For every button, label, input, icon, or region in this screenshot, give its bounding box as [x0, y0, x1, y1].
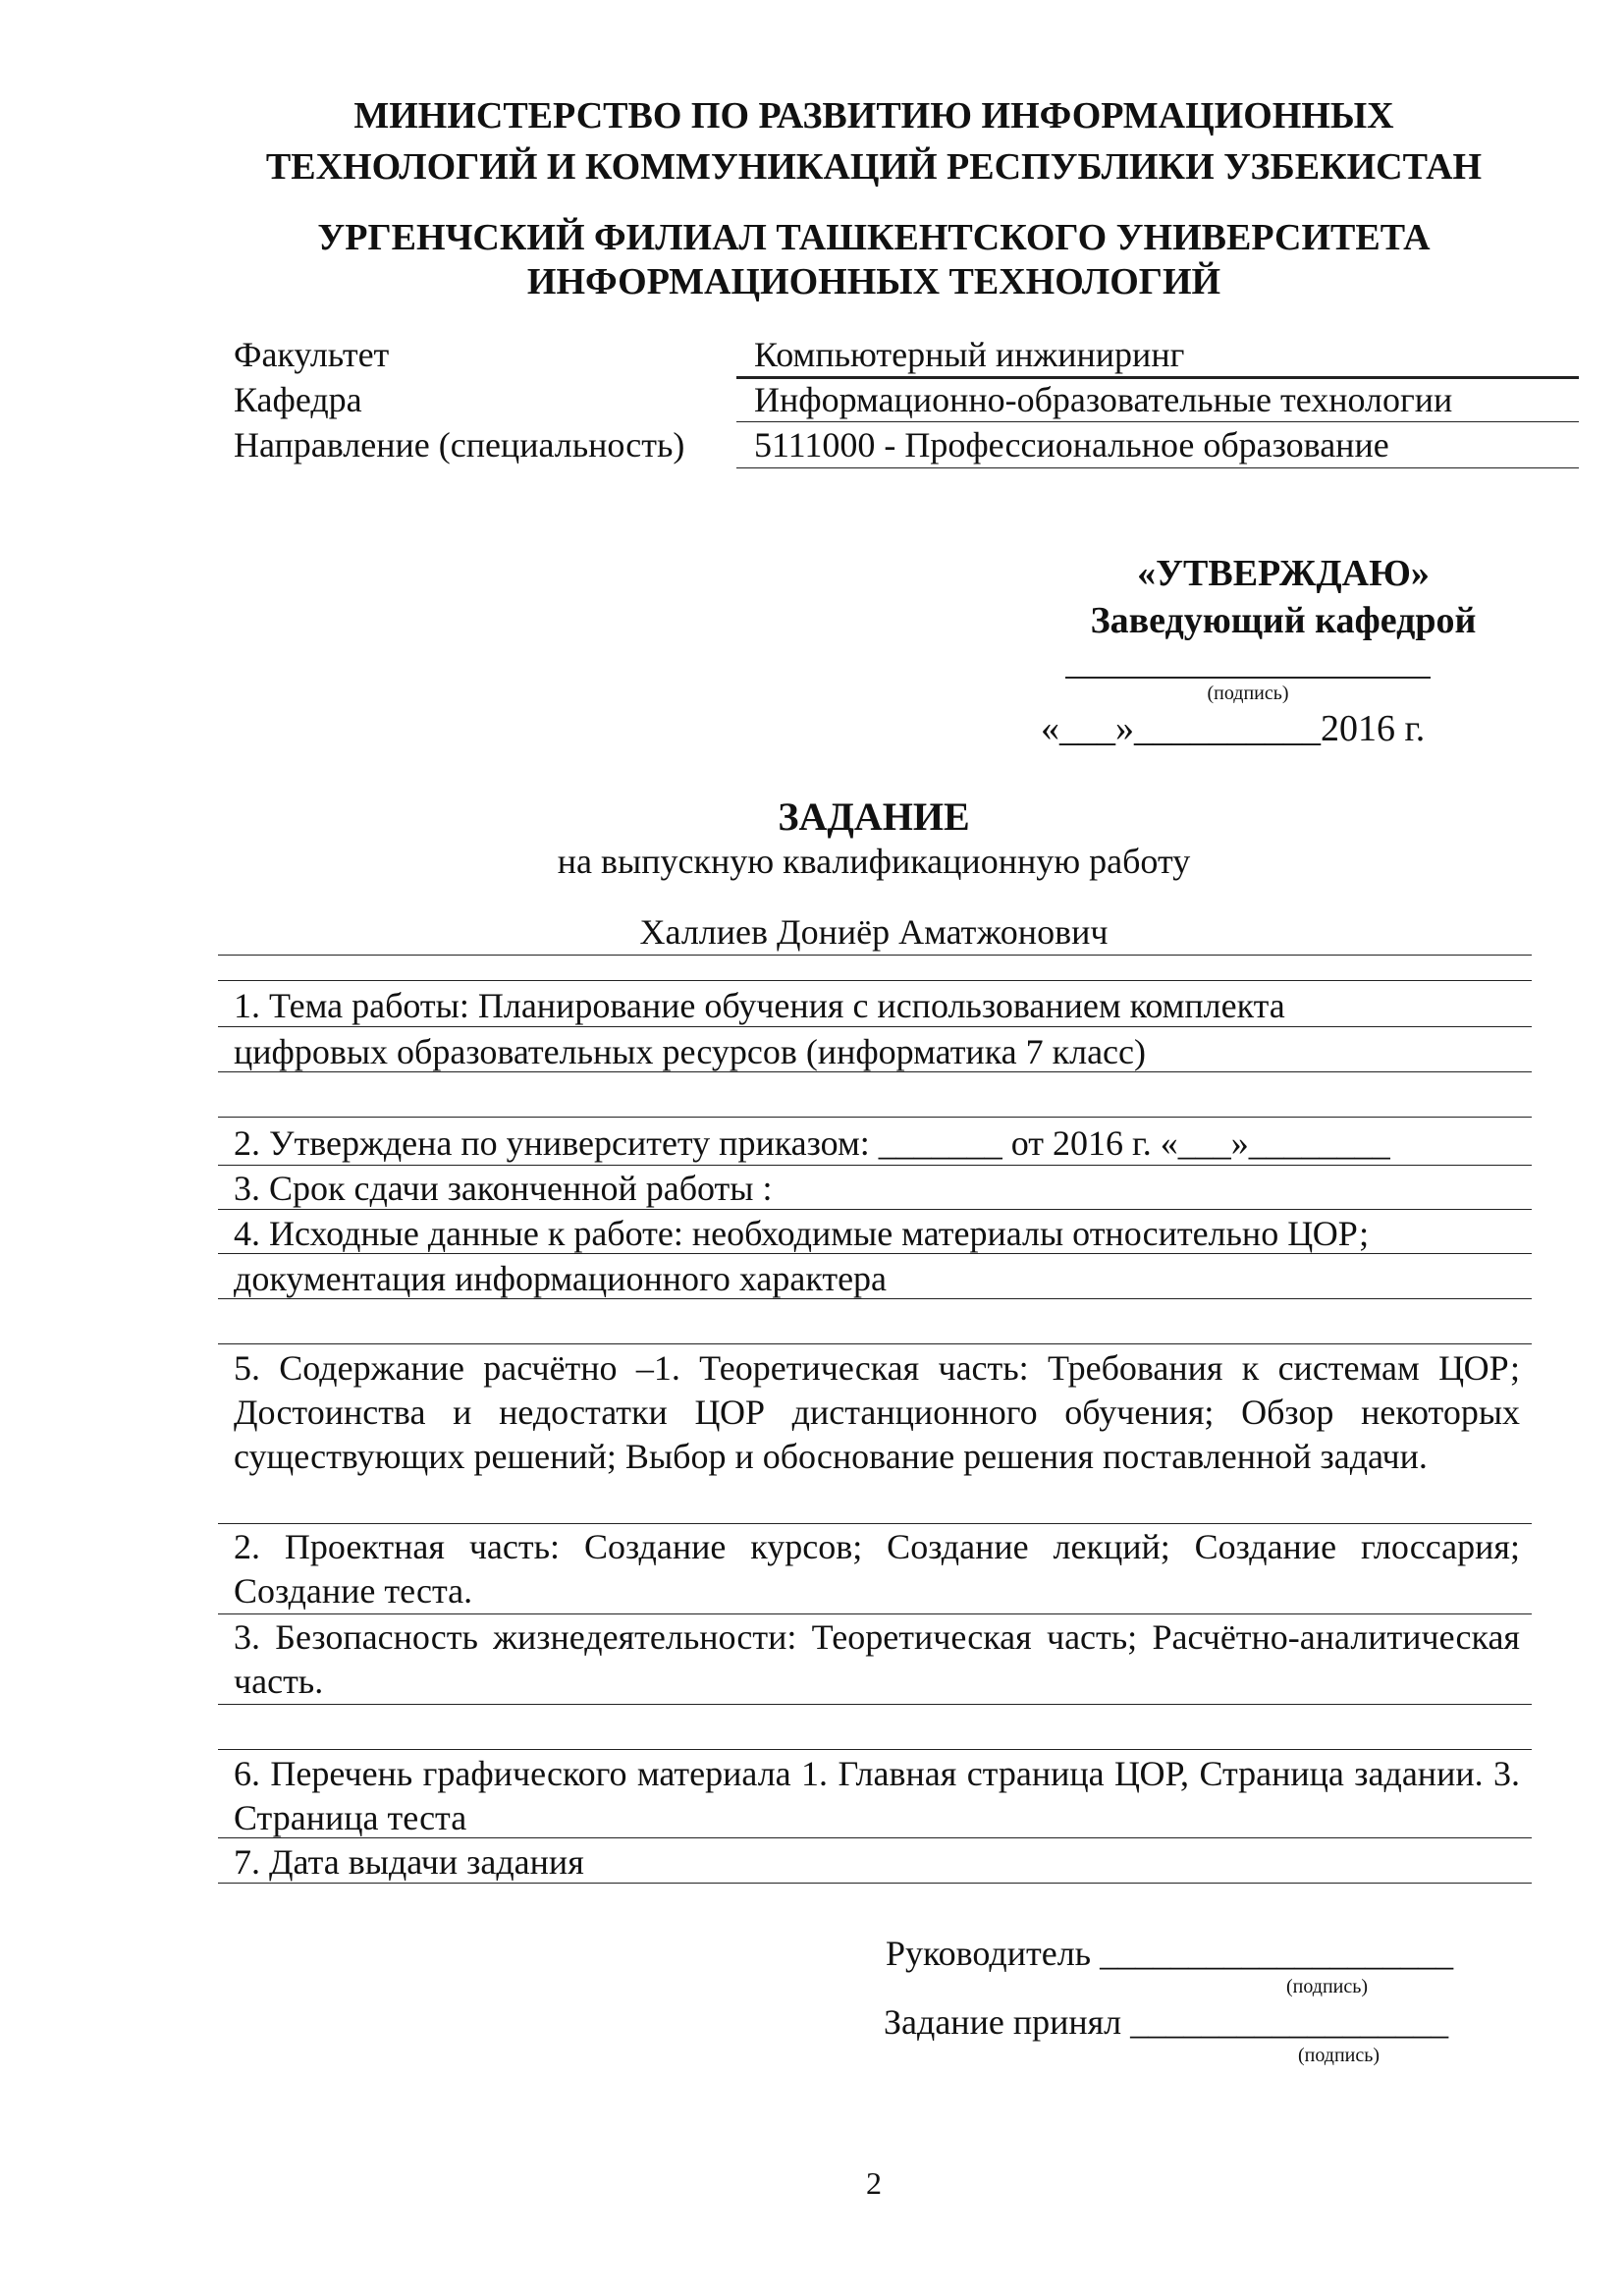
- approve-signature-hint: (подпись): [1207, 683, 1289, 704]
- item-5-part-1: 5. Содержание расчётно –1. Теоретическая часть: Требования к системам ЦОР; Достоинства и недостатки ЦОР дистанционного обучения; Обзор некоторых существующих решений; Выбор и обоснование решения поставленной задачи.: [234, 1348, 1520, 1476]
- rule: [218, 1613, 1532, 1614]
- item-6: 6. Перечень графического материала 1. Главная страница ЦОР, Страница задании. 3. Страница теста: [234, 1754, 1520, 1837]
- rule: [218, 1209, 1532, 1210]
- direction-underline: [736, 467, 1579, 468]
- rule: [218, 1165, 1532, 1166]
- item-1-line-1: 1. Тема работы: Планирование обучения с использованием комплекта: [234, 986, 1285, 1025]
- rule: [218, 1704, 1532, 1705]
- rule: [218, 1071, 1532, 1072]
- item-4-line-1: 4. Исходные данные к работе: необходимые материалы относительно ЦОР;: [234, 1214, 1370, 1253]
- rule: [218, 1523, 1532, 1524]
- branch-line-2: ИНФОРМАЦИОННЫХ ТЕХНОЛОГИЙ: [526, 261, 1221, 302]
- accepted-signature: Задание принял __________________: [884, 2002, 1449, 2042]
- approve-date: «___»__________2016 г.: [1041, 708, 1426, 749]
- rule: [218, 1298, 1532, 1299]
- rule: [218, 1883, 1532, 1884]
- approve-title: «УТВЕРЖДАЮ»: [1137, 553, 1430, 594]
- ministry-line-1: МИНИСТЕРСТВО ПО РАЗВИТИЮ ИНФОРМАЦИОННЫХ: [353, 95, 1394, 137]
- page-number: 2: [866, 2165, 882, 2201]
- student-underline: [218, 955, 1532, 956]
- branch-line-1: УРГЕНЧСКИЙ ФИЛИАЛ ТАШКЕНТСКОГО УНИВЕРСИТЕТА: [317, 217, 1431, 258]
- faculty-value: Компьютерный инжиниринг: [754, 335, 1185, 374]
- task-subtitle: на выпускную квалификационную работу: [557, 842, 1191, 881]
- ministry-line-2: ТЕХНОЛОГИЙ И КОММУНИКАЦИЙ РЕСПУБЛИКИ УЗБЕКИСТАН: [265, 146, 1483, 188]
- item-3: 3. Срок сдачи законченной работы :: [234, 1169, 773, 1208]
- rule: [218, 1749, 1532, 1750]
- direction-label: Направление (специальность): [234, 425, 685, 465]
- supervisor-signature-hint: (подпись): [1286, 1976, 1369, 1997]
- item-4-line-2: документация информационного характера: [234, 1259, 888, 1298]
- rule: [218, 1026, 1532, 1027]
- item-7: 7. Дата выдачи задания: [234, 1842, 584, 1882]
- rule: [218, 1253, 1532, 1254]
- faculty-label: Факультет: [234, 335, 390, 374]
- rule: [218, 1343, 1532, 1344]
- rule: [218, 1117, 1532, 1118]
- department-value: Информационно-образовательные технологии: [754, 380, 1453, 419]
- approve-signature-line: [1065, 677, 1431, 679]
- direction-value: 5111000 - Профессиональное образование: [754, 425, 1389, 465]
- supervisor-signature: Руководитель ____________________: [886, 1934, 1454, 1973]
- department-underline: [736, 421, 1579, 422]
- rule: [218, 1837, 1532, 1838]
- rule: [218, 980, 1532, 981]
- item-5-part-3: 3. Безопасность жизнедеятельности: Теоретическая часть; Расчётно-аналитическая часть.: [234, 1617, 1520, 1701]
- task-title: ЗАДАНИЕ: [778, 794, 970, 839]
- item-5-part-2: 2. Проектная часть: Создание курсов; Создание лекций; Создание глоссария; Создание теста.: [234, 1527, 1520, 1611]
- department-label: Кафедра: [234, 380, 362, 419]
- item-1-line-2: цифровых образовательных ресурсов (информатика 7 класс): [234, 1032, 1147, 1071]
- accepted-signature-hint: (подпись): [1298, 2045, 1380, 2066]
- student-name: Халлиев Дониёр Аматжонович: [639, 912, 1109, 952]
- item-2: 2. Утверждена по университету приказом: _______ от 2016 г. «___»________: [234, 1123, 1390, 1163]
- approve-role: Заведующий кафедрой: [1090, 600, 1477, 641]
